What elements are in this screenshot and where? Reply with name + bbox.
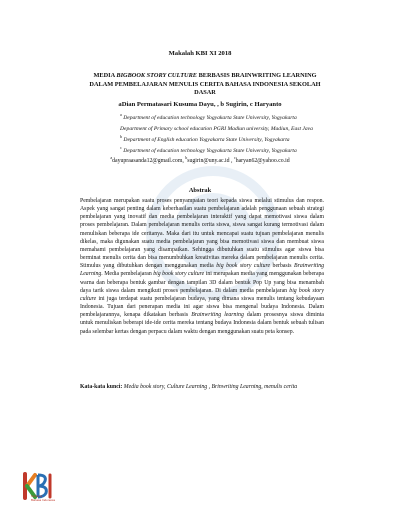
affiliation-item: Department of Primary school education PGRI Madiun university, Madiun, East Java bbox=[120, 126, 313, 133]
logo-caption: Kongres Bahasa Indonesia bbox=[31, 494, 56, 502]
keywords bbox=[80, 383, 324, 391]
title-line-1: MEDIA BIGBOOK STORY CULTURE BERBASIS BRAINWRITING LEARNING bbox=[93, 72, 317, 79]
author-list: aDian Permatasari Kusuma Dayu, , b Sugirin, c Haryanto bbox=[118, 101, 282, 108]
keywords-label: Kata-kata kunci: bbox=[80, 384, 123, 390]
email-link-3[interactable]: haryan62@yahoo.co.id bbox=[235, 157, 290, 164]
affiliation-list bbox=[120, 111, 340, 156]
email-link-2[interactable]: sugirin@uny.ac.id , bbox=[187, 157, 233, 164]
paper-title bbox=[70, 72, 340, 98]
affiliation-item: $^b$ Department of English education Yogyakarta State University, Yogyakarta bbox=[120, 134, 290, 144]
affiliation-item: $^a$ Department of education technology Yogyakarta State University, Yogyakarta bbox=[120, 112, 297, 121]
email-list: $^a$dayupraasanda12@gmail.com, $^b$sugirin@uny.ac.id , $^c$haryan62@yahoo.co.id bbox=[110, 155, 290, 164]
conference-label: Makalah KBI XI 2018 bbox=[168, 50, 232, 57]
abstract-heading: Abstrak bbox=[188, 187, 212, 194]
title-line-2: DALAM PEMBELAJARAN MENULIS CERITA BAHASA INDONESIA SEKOLAH bbox=[89, 80, 321, 88]
affiliation-item: $^c$ Department of education technology Yogyakarta State University, Yogyakarta bbox=[120, 145, 297, 155]
kbi-logo bbox=[22, 470, 54, 510]
title-line-3: DASAR bbox=[194, 89, 216, 97]
keywords-text: Media book story, Culture Learning , Brinwriting Learning, menulis cerita bbox=[122, 384, 298, 390]
email-link-1[interactable]: dayupraasanda12@gmail.com, bbox=[112, 157, 184, 164]
abstract-body: Pembelajaran merupakan suatu proses penyampaian teori kepada siswa melalui stimulus dan respon. Aspek yang sangat penting dalam keberhasilan suatu pembelajaran adalah penggunaan sebuah strategi pembelajaran yang inovatif dan media pembelajaran interaktif yang dapat memotivasi siswa dalam proses pembelajaran. Dalam pembelajaran menulis cerita siswa, siswa sangat kurang termotivasi dalam menuliskan beberapa ide ceritanya. Maka dari itu untuk mencapai suatu tujuan pembelajaran menulis dikelas, maka digunakan suatu media pembelajaran yang bisa memotivasi siswa dan membuat siswa memahami pembelajaran yang disampaikan. Sehingga dibutuhkan suatu stimulus agar siswa bisa berminat menulis cerita dan bisa menumbuhkan kreativitas mereka dalam pembelajaran menulis cerita. Stimulus yang dibutuhkan dengan menggunakan media big book story culture berbasis Brainwriting Learning. Media pembelajaran big book story culture ini merupakan media yang menggunakan beberapa warna dan beberapa bentuk gambar dengan tampilan 3D dalam bentuk Pop Up yang bisa menambah daya tarik siswa dalam mengikuti proses pembelajaran. Di dalam media pembelajaran big book story culture ini juga terdapat suatu pembelajaran budaya, yang dimana siswa menulis tentang kebudayaan Indonesia. Tujuan dari penerapan media ini agar siswa bisa mengenal budaya Indonesia. Dalam pembelajarannya, kenapa dikatakan berbasis Brainwriting learning dalam prosesnya siswa diminta untuk menuliskan beberapi ide-ide cerita mereka tentang budaya Indonesia dalam bentuk sebuah tulisan pada selembar kertas dengan perpacu dalam waktu dengan menggunakan suatu peta konsep. bbox=[80, 198, 325, 335]
